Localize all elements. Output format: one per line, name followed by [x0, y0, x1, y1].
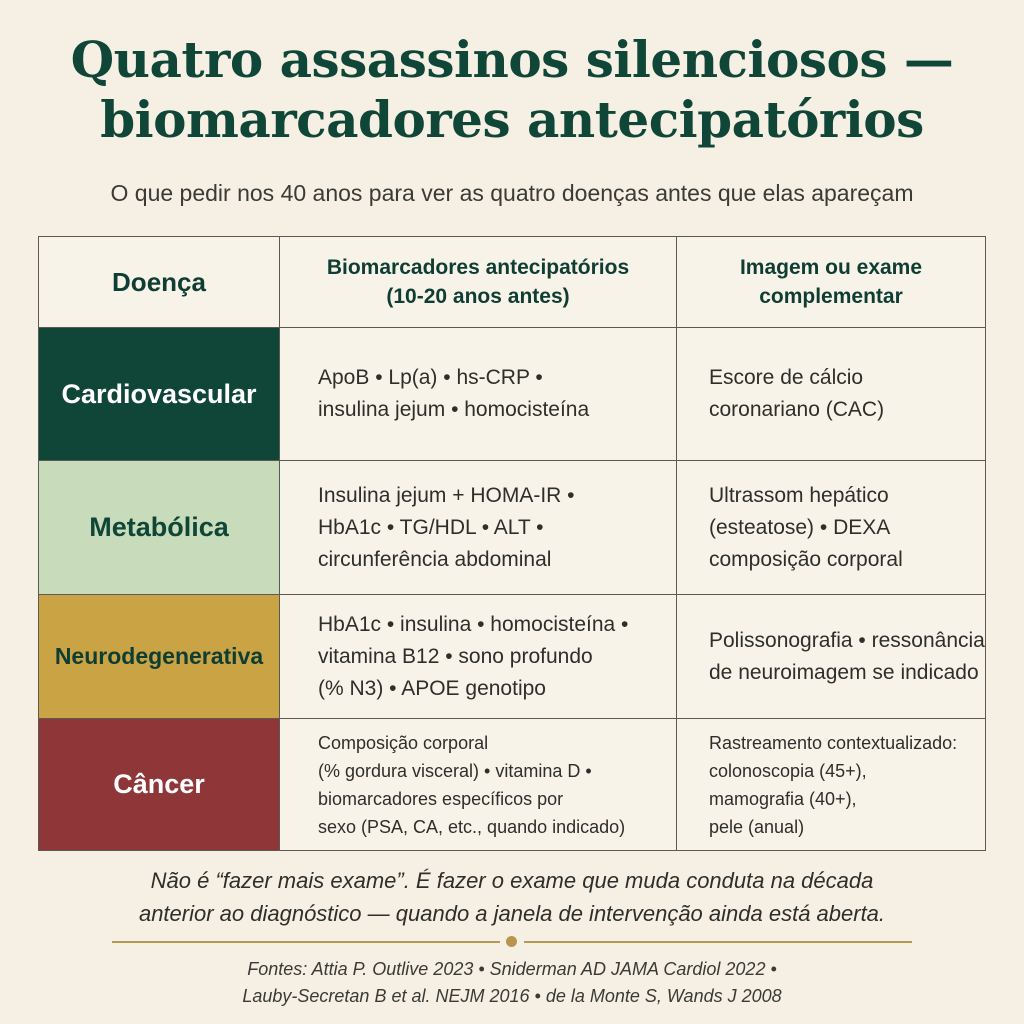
imaging-line: coronariano (CAC)	[709, 398, 885, 421]
biomarker-table	[38, 236, 986, 851]
biomarker-line: biomarcadores específicos por	[318, 788, 564, 809]
header-imaging	[677, 237, 986, 328]
title-line-2: biomarcadores antecipatórios	[100, 90, 924, 149]
biomarker-line: (% N3) • APOE genotipo	[318, 676, 546, 700]
quote-line-1: Não é “fazer mais exame”. É fazer o exame que muda conduta na década	[150, 868, 874, 893]
divider-line-right	[524, 941, 912, 943]
page-title	[0, 30, 1024, 150]
biomarkers-cancer	[280, 719, 677, 851]
table-header-row	[39, 237, 986, 328]
table-row-metabolica	[39, 461, 986, 595]
sources	[0, 956, 1024, 1010]
ornamental-divider	[112, 936, 912, 948]
quote-line-2: anterior ao diagnóstico — quando a janela de intervenção ainda está aberta.	[138, 901, 886, 926]
sources-line-1: Fontes: Attia P. Outlive 2023 • Sniderman AD JAMA Cardiol 2022 •	[247, 959, 777, 979]
header-biomarkers-line-2: (10-20 anos antes)	[386, 285, 570, 308]
biomarker-line: vitamina B12 • sono profundo	[318, 644, 593, 668]
divider-dot-icon	[506, 936, 517, 947]
table-row-cardiovascular	[39, 328, 986, 461]
title-line-1: Quatro assassinos silenciosos —	[70, 30, 954, 89]
imaging-cardiovascular	[677, 328, 986, 461]
sources-line-2: Lauby-Secretan B et al. NEJM 2016 • de la Monte S, Wands J 2008	[242, 986, 782, 1006]
imaging-metabolica	[677, 461, 986, 595]
imaging-line: Escore de cálcio	[709, 366, 864, 389]
disease-metabolica: Metabólica	[39, 461, 280, 595]
imaging-line: Ultrassom hepático	[709, 483, 889, 507]
biomarker-line: ApoB • Lp(a) • hs-CRP •	[318, 366, 543, 389]
header-disease: Doença	[39, 237, 280, 328]
biomarker-line: Composição corporal	[318, 732, 489, 753]
disease-neurodegenerativa: Neurodegenerativa	[39, 595, 280, 719]
imaging-line: colonoscopia (45+),	[709, 760, 867, 781]
biomarker-line: (% gordura visceral) • vitamina D •	[318, 760, 592, 781]
page-subtitle: O que pedir nos 40 anos para ver as quatro doenças antes que elas apareçam	[110, 180, 914, 206]
imaging-line: Polissonografia • ressonância	[709, 628, 985, 652]
table-row-neurodegenerativa	[39, 595, 986, 719]
disease-cardiovascular: Cardiovascular	[39, 328, 280, 461]
biomarker-line: Insulina jejum + HOMA-IR •	[318, 483, 575, 507]
imaging-line: de neuroimagem se indicado	[709, 660, 979, 684]
header-biomarkers-line-1: Biomarcadores antecipatórios	[326, 256, 630, 279]
biomarker-line: circunferência abdominal	[318, 547, 552, 571]
biomarkers-cardiovascular	[280, 328, 677, 461]
biomarker-line: HbA1c • TG/HDL • ALT •	[318, 515, 544, 539]
table-row-cancer	[39, 719, 986, 851]
biomarkers-metabolica	[280, 461, 677, 595]
imaging-line: Rastreamento contextualizado:	[709, 732, 958, 753]
imaging-neurodegenerativa	[677, 595, 986, 719]
closing-quote	[0, 864, 1024, 930]
biomarker-line: HbA1c • insulina • homocisteína •	[318, 612, 629, 636]
imaging-line: composição corporal	[709, 547, 903, 571]
biomarkers-neurodegenerativa	[280, 595, 677, 719]
imaging-line: mamografia (40+),	[709, 788, 857, 809]
header-biomarkers	[280, 237, 677, 328]
imaging-line: (esteatose) • DEXA	[709, 515, 891, 539]
divider-line-left	[112, 941, 500, 943]
imaging-cancer	[677, 719, 986, 851]
imaging-line: pele (anual)	[709, 816, 805, 837]
biomarker-line: insulina jejum • homocisteína	[318, 398, 590, 421]
biomarker-line: sexo (PSA, CA, etc., quando indicado)	[318, 816, 626, 837]
header-imaging-line-1: Imagem ou exame	[739, 256, 923, 279]
disease-cancer: Câncer	[39, 719, 280, 851]
header-imaging-line-2: complementar	[759, 285, 903, 308]
